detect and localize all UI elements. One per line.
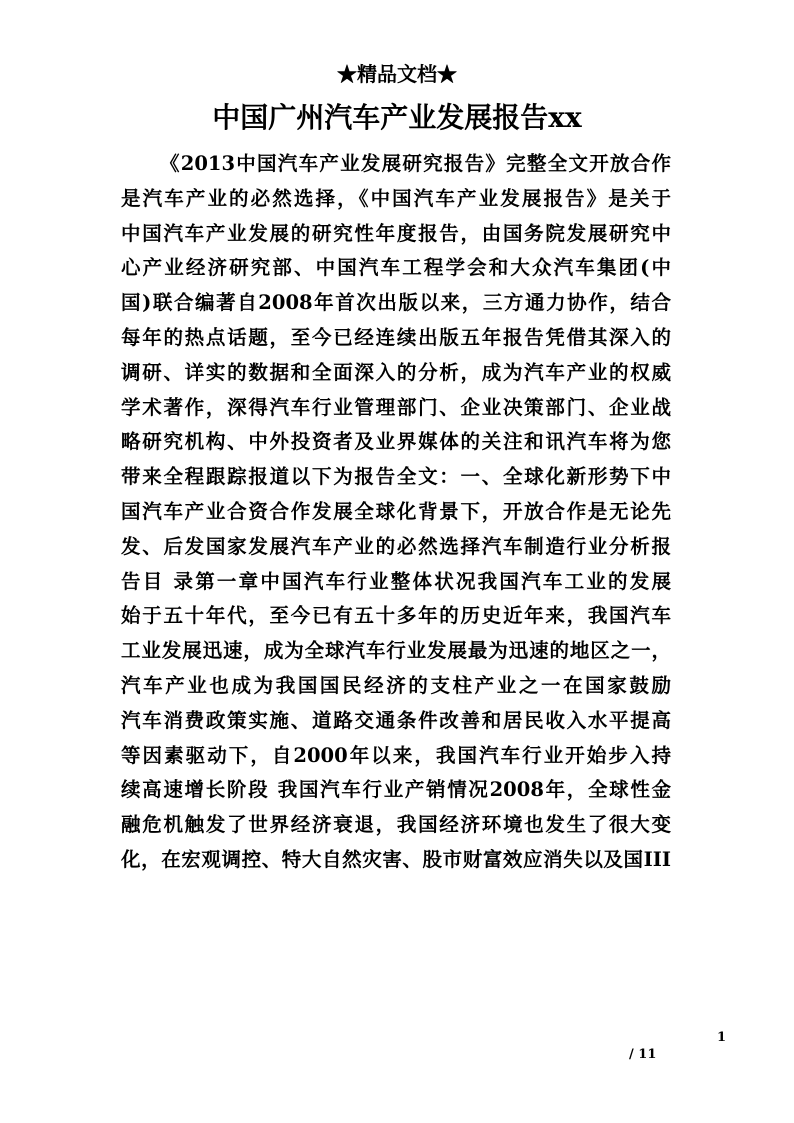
body-line: 发、后发国家发展汽车产业的必然选择汽车制造行业分析报 [121,534,671,558]
body-line: 融危机触发了世界经济衰退，我国经济环境也发生了很大变 [121,813,671,837]
body-line: 调研、详实的数据和全面深入的分析，成为汽车产业的权威 [121,360,671,384]
body-line: 汽车消费政策实施、道路交通条件改善和居民收入水平提高 [121,708,671,732]
document-title: 中国广州汽车产业发展报告xx [212,101,582,134]
body-line: 带来全程跟踪报道以下为报告全文：一、全球化新形势下中 [121,465,671,489]
body-line: 每年的热点话题，至今已经连续出版五年报告凭借其深入的 [121,325,671,349]
body-line: 化，在宏观调控、特大自然灾害、股市财富效应消失以及国III [121,847,671,871]
body-line: 续高速增长阶段 我国汽车行业产销情况2008年，全球性金 [121,778,671,802]
body-line: 学术著作，深得汽车行业管理部门、企业决策部门、企业战 [121,395,671,419]
header-mark: ★精品文档★ [337,62,457,86]
body-line: 国汽车产业合资合作发展全球化背景下，开放合作是无论先 [121,499,671,523]
body-line: 始于五十年代，至今已有五十多年的历史近年来，我国汽车 [121,604,671,628]
page-total: / 11 [629,1047,657,1062]
body-line: 略研究机构、中外投资者及业界媒体的关注和讯汽车将为您 [121,430,671,454]
body-line: 国)联合编著自2008年首次出版以来，三方通力协作，结合 [121,291,671,315]
body-line: 《2013中国汽车产业发展研究报告》完整全文开放合作 [160,152,671,175]
body-line: 汽车产业也成为我国国民经济的支柱产业之一在国家鼓励 [121,673,671,697]
body-line: 中国汽车产业发展的研究性年度报告，由国务院发展研究中 [121,221,671,245]
body-line: 工业发展迅速，成为全球汽车行业发展最为迅速的地区之一， [121,639,671,663]
body-line: 等因素驱动下，自2000年以来，我国汽车行业开始步入持 [121,743,671,767]
body-line: 是汽车产业的必然选择，《中国汽车产业发展报告》是关于 [121,186,671,210]
body-line: 心产业经济研究部、中国汽车工程学会和大众汽车集团(中 [121,256,671,280]
body-text [121,147,671,878]
body-line: 告目 录第一章中国汽车行业整体状况我国汽车工业的发展 [121,569,671,593]
page-number: 1 [717,1030,727,1045]
